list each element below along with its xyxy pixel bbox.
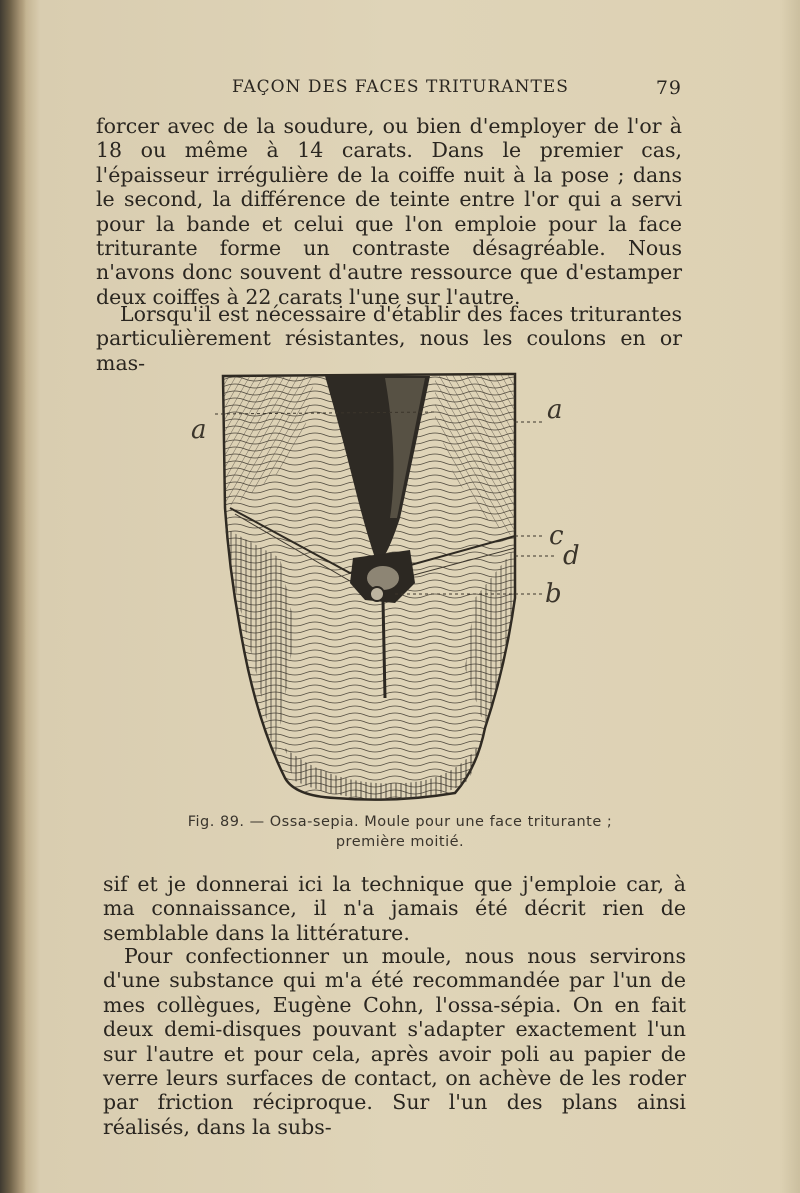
running-header [232, 77, 682, 101]
paragraph-4: Pour confectionner un moule, nous nous servirons d'une substance qui m'a été recommandée par l'un de mes collègues, Eugène Cohn, l'ossa-sépia. On en fait deux demi-disques pouvant s'adapter exactement l'un sur l'autre et pour cela, après avoir poli au papier de verre leurs surfaces de contact, on achève de les roder par friction réciproque. Sur l'un des plans ainsi réalisés, dans la subs- [103, 944, 686, 1139]
label-a-right: a [547, 395, 563, 425]
caption-line-1: Fig. 89. — Ossa-sepia. Moule pour une face triturante ; [187, 814, 613, 830]
page-number: 79 [655, 77, 682, 99]
label-d: d [563, 541, 580, 571]
paragraph-3: sif et je donnerai ici la technique que j'emploie car, à ma connaissance, il n'a jamais été décrit rien de semblable dans la littérature. [103, 872, 686, 945]
paragraph-1: forcer avec de la soudure, ou bien d'employer de l'or à 18 ou même à 14 carats. Dans le premier cas, l'épaisseur irrégulière de la coiffe nuit à la pose ; dans le second, la différence de teinte entre l'or qui a servi pour la bande et celui que l'on emploie pour la face triturante forme un contraste désagréable. Nous n'avons donc souvent d'autre ressource que d'estamper deux coiffes à 22 carats l'une sur l'autre. [96, 114, 682, 309]
paragraph-2: Lorsqu'il est nécessaire d'établir des faces triturantes particulièrement résistantes, nous les coulons en or mas- [96, 302, 682, 375]
figure-89-illustration [185, 368, 605, 808]
label-b: b [545, 579, 562, 609]
label-c: c [549, 521, 564, 551]
label-a-left: a [191, 415, 207, 445]
header-title: FAÇON DES FACES TRITURANTES [232, 77, 569, 97]
caption-line-2: première moitié. [335, 834, 465, 850]
figure-caption [150, 812, 650, 852]
page-binding-edge [0, 0, 26, 1193]
